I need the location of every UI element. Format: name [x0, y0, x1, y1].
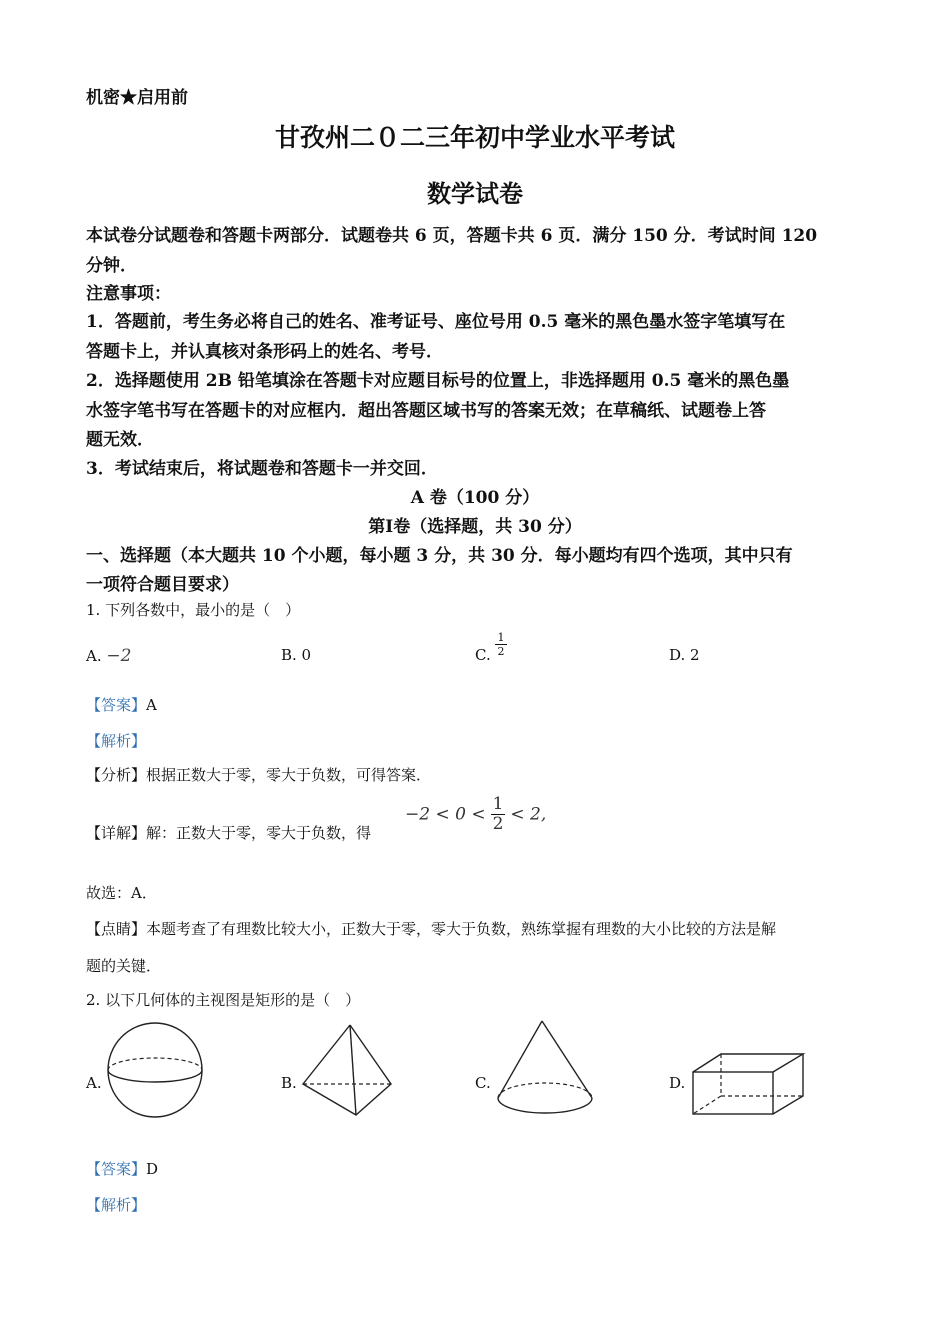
comment-tag: 【点睛】: [86, 920, 147, 938]
q2-option-c-label: C.: [475, 1074, 491, 1092]
q1-choice: 故选：A．: [86, 884, 157, 902]
q2-option-a-label: A.: [86, 1074, 102, 1092]
q1-comment-line-2: 题的关键．: [86, 957, 162, 975]
q2-option-b-label: B.: [281, 1074, 297, 1092]
q1-inequality-right: < 2,: [510, 804, 547, 825]
q1-stem: 1. 下列各数中，最小的是（ ）: [86, 601, 301, 619]
q1-option-c-denominator: 2: [497, 645, 505, 658]
q2-answer: [86, 1158, 158, 1179]
page-title: 甘孜州二０二三年初中学业水平考试: [274, 123, 675, 152]
q1-option-a: [86, 646, 131, 666]
q1-option-c-label: C.: [475, 646, 491, 664]
q1-detail: [86, 822, 371, 843]
intro-line-2: 分钟．: [86, 256, 137, 276]
q1-answer-value: A: [146, 696, 157, 714]
section-heading-line-1: 一、选择题（本大题共 10 个小题，每小题 3 分，共 30 分．每小题均有四个选项，其中只有: [86, 546, 793, 566]
q1-inequality-numerator: 1: [492, 794, 504, 814]
volume-a-heading: A 卷（100 分）: [410, 488, 540, 508]
section-heading-line-2: 一项符合题目要求）: [86, 575, 239, 595]
cuboid-figure: [690, 1050, 808, 1118]
q1-comment-text: 本题考查了有理数比较大小，正数大于零，零大于负数，熟练掌握有理数的大小比较的方法是解: [146, 920, 777, 938]
q1-inequality-left: −2 < 0 <: [405, 804, 486, 825]
notice-item-2-line-1: 2．选择题使用 2B 铅笔填涂在答题卡对应题目标号的位置上，非选择题用 0.5 毫米的黑色墨: [86, 371, 790, 391]
notice-item-2-line-2: 水签字笔书写在答题卡的对应框内．超出答题区域书写的答案无效；在草稿纸、试题卷上答: [86, 401, 766, 421]
q2-analysis-tag: 【解析】: [86, 1196, 147, 1214]
q1-fenxi-text: 根据正数大于零，零大于负数，可得答案．: [146, 766, 432, 784]
answer-tag: 【答案】: [86, 1160, 147, 1178]
q1-option-c-numerator: 1: [497, 631, 505, 644]
notice-item-2-line-3: 题无效．: [86, 430, 154, 450]
q1-inequality-fraction: [491, 796, 505, 833]
part-1-heading: 第Ⅰ卷（选择题，共 30 分）: [368, 517, 582, 537]
fenxi-tag: 【分析】: [86, 766, 147, 784]
q2-stem: 2. 以下几何体的主视图是矩形的是（ ）: [86, 991, 361, 1009]
q1-analysis-tag: 【解析】: [86, 732, 147, 750]
pyramid-figure: [300, 1022, 395, 1120]
cone-figure: [494, 1018, 598, 1120]
detail-tag: 【详解】: [86, 824, 147, 842]
q1-fenxi: [86, 764, 431, 785]
confidential-label: 机密★启用前: [86, 88, 188, 108]
q1-option-c-fraction: [495, 632, 507, 657]
q1-answer: [86, 694, 157, 715]
q1-inequality: [405, 796, 546, 833]
q1-comment-line-1: [86, 918, 776, 939]
page-subtitle: 数学试卷: [427, 179, 523, 208]
q1-option-a-label: A.: [86, 647, 102, 665]
notice-label: 注意事项：: [86, 284, 171, 304]
q1-option-d: D. 2: [669, 646, 700, 664]
q1-inequality-denominator: 2: [492, 814, 504, 834]
q1-option-a-value: −2: [106, 646, 132, 666]
q2-answer-value: D: [146, 1160, 159, 1178]
notice-item-1-line-2: 答题卡上，并认真核对条形码上的姓名、考号．: [86, 342, 443, 362]
intro-line-1: 本试卷分试题卷和答题卡两部分．试题卷共 6 页，答题卡共 6 页．满分 150 分．考试时间 120: [86, 226, 818, 246]
q1-option-b: B. 0: [281, 646, 312, 664]
sphere-figure: [100, 1020, 215, 1120]
answer-tag: 【答案】: [86, 696, 147, 714]
notice-item-1-line-1: 1．答题前，考生务必将自己的姓名、准考证号、座位号用 0.5 毫米的黑色墨水签字笔填写在: [86, 312, 786, 332]
q1-detail-text: 解：正数大于零，零大于负数，得: [146, 824, 372, 842]
q2-option-d-label: D.: [669, 1074, 686, 1092]
notice-item-3: 3．考试结束后，将试题卷和答题卡一并交回．: [86, 459, 438, 479]
